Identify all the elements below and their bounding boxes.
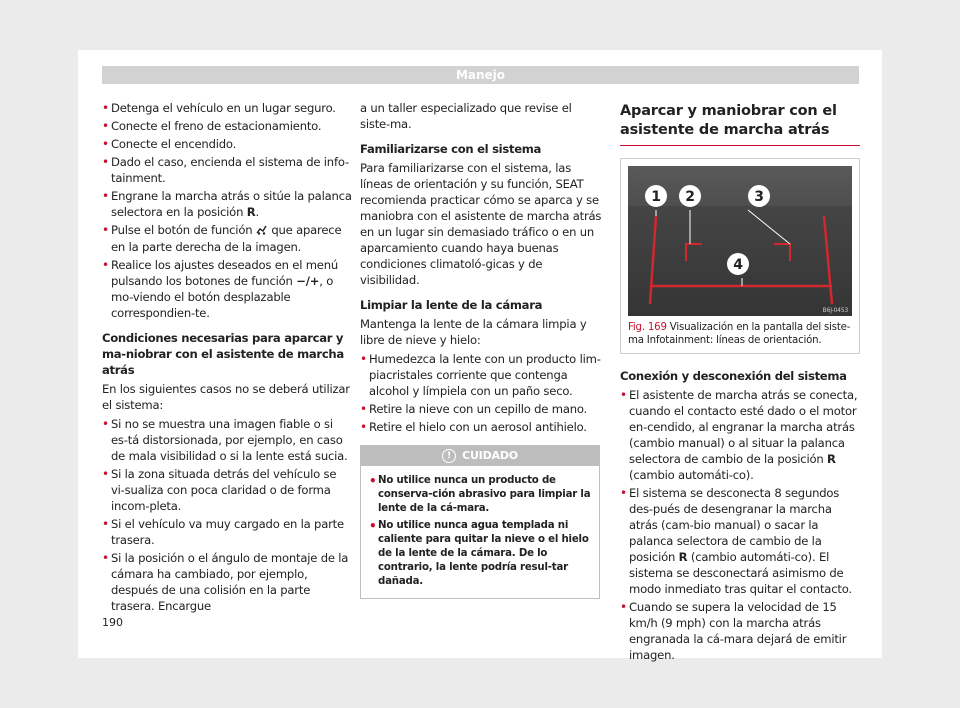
list-item: • Si la posición o el ángulo de montaje de la cámara ha cambiado, por ejemplo, después de una colisión en la parte trasera. Encargue xyxy=(102,550,352,614)
figure xyxy=(620,158,860,354)
list-item: • Si el vehículo va muy cargado en la parte trasera. xyxy=(102,516,352,548)
figure-code: B6J-0453 xyxy=(822,307,848,314)
section-title: Manejo xyxy=(455,68,506,82)
paragraph: Mantenga la lente de la cámara limpia y libre de nieve y hielo: xyxy=(360,317,587,347)
caution-header xyxy=(361,446,599,466)
paragraph: Para familiarizarse con el sistema, las líneas de orientación y su función, SEAT recomienda practicar cómo se aparca y se maniobra con el asistente de marcha atrás en un lugar sin demasiado tráfico o en un aparcamiento cuando haya buenas condiciones climatoló-gicas y de visibilidad. xyxy=(360,161,602,287)
list-item: • Retire la nieve con un cepillo de mano. xyxy=(360,401,605,417)
list-item: • Conecte el encendido. xyxy=(102,136,352,152)
list-item: • No utilice nunca un producto de conserva-ción abrasivo para limpiar la lente de la cá-mara. xyxy=(369,474,591,516)
subheading: Limpiar la lente de la cámara xyxy=(360,298,543,312)
callout-1 xyxy=(645,185,667,207)
subheading: Condiciones necesarias para aparcar y ma-niobrar con el asistente de marcha atrás xyxy=(102,331,344,377)
list-item: • Realice los ajustes deseados en el menú pulsando los botones de función −/+, o mo-viendo el botón desplazable correspondien-te. xyxy=(102,257,352,321)
function-keys: −/+ xyxy=(296,274,320,288)
callout-4 xyxy=(727,253,749,275)
list-item: • Detenga el vehículo en un lugar seguro. xyxy=(102,100,352,116)
list-item: • Cuando se supera la velocidad de 15 km/h (9 mph) con la marcha atrás engranada la cá-mara dejará de emitir imagen. xyxy=(620,599,860,663)
callout-3 xyxy=(748,185,770,207)
list-item: • Humedezca la lente con un producto lim-piacristales corriente que contenga alcohol y límpiela con un paño seco. xyxy=(360,351,605,399)
subheading: Conexión y desconexión del sistema xyxy=(620,369,847,383)
column-middle xyxy=(360,100,605,599)
svg-text:4: 4 xyxy=(733,257,743,273)
svg-text:3: 3 xyxy=(754,189,764,205)
list-item: • Engrane la marcha atrás o sitúe la palanca selectora en la posición R. xyxy=(102,188,352,220)
list-item: • Si la zona situada detrás del vehículo se vi-sualiza con poca claridad o de forma incom-pleta. xyxy=(102,466,352,514)
gear-key-r: R xyxy=(246,205,256,219)
manual-page xyxy=(78,50,882,662)
column-left xyxy=(102,100,352,616)
paragraph: En los siguientes casos no se deberá utilizar el sistema: xyxy=(102,382,350,412)
list-item: • Si no se muestra una imagen fiable o si es-tá distorsionada, por ejemplo, en caso de mala visibilidad o si la lente está sucia. xyxy=(102,416,352,464)
list-item: • No utilice nunca agua templada ni caliente para quitar la nieve o el hielo de la lente de la cámara. De lo contrario, la lente podría resul-tar dañada. xyxy=(369,519,591,589)
info-circle-icon: ! xyxy=(442,449,456,463)
svg-text:1: 1 xyxy=(651,189,661,205)
parking-function-icon xyxy=(256,223,268,239)
figure-caption: Fig. 169 Visualización en la pantalla del siste-ma Infotainment: líneas de orientación. xyxy=(628,322,851,346)
list-item: • Pulse el botón de función que aparece en la parte derecha de la imagen. xyxy=(102,222,352,255)
caution-body xyxy=(361,466,599,598)
list-item: • El sistema se desconecta 8 segundos des-pués de desengranar la marcha atrás (cam-bio manual) o sacar la palanca selectora de cambio de la posición R (cambio automáti-co). El sistema se desconectará asimismo de modo inmediato tras quitar el contacto. xyxy=(620,485,860,597)
section-heading: Aparcar y maniobrar con el asistente de marcha atrás xyxy=(620,102,860,146)
list-item: • Dado el caso, encienda el sistema de info-tainment. xyxy=(102,154,352,186)
list-item: • El asistente de marcha atrás se conecta, cuando el contacto esté dado o el motor en-cendido, al engranar la marcha atrás (cambio manual) o al situar la palanca selectora de cambio de la posición R (cambio automáti-co). xyxy=(620,387,860,483)
callout-2 xyxy=(679,185,701,207)
list-item: • Retire el hielo con un aerosol antihielo. xyxy=(360,419,605,435)
section-header xyxy=(102,66,859,84)
caution-box xyxy=(360,445,600,599)
page-number: 190 xyxy=(102,616,123,629)
list-item: • Conecte el freno de estacionamiento. xyxy=(102,118,352,134)
paragraph: a un taller especializado que revise el siste-ma. xyxy=(360,101,572,131)
subheading: Familiarizarse con el sistema xyxy=(360,142,542,156)
figure-number: Fig. 169 xyxy=(628,322,667,333)
caution-title: CUIDADO xyxy=(462,449,518,462)
svg-text:2: 2 xyxy=(685,189,695,205)
rear-camera-image xyxy=(628,166,852,316)
column-right xyxy=(620,102,860,665)
